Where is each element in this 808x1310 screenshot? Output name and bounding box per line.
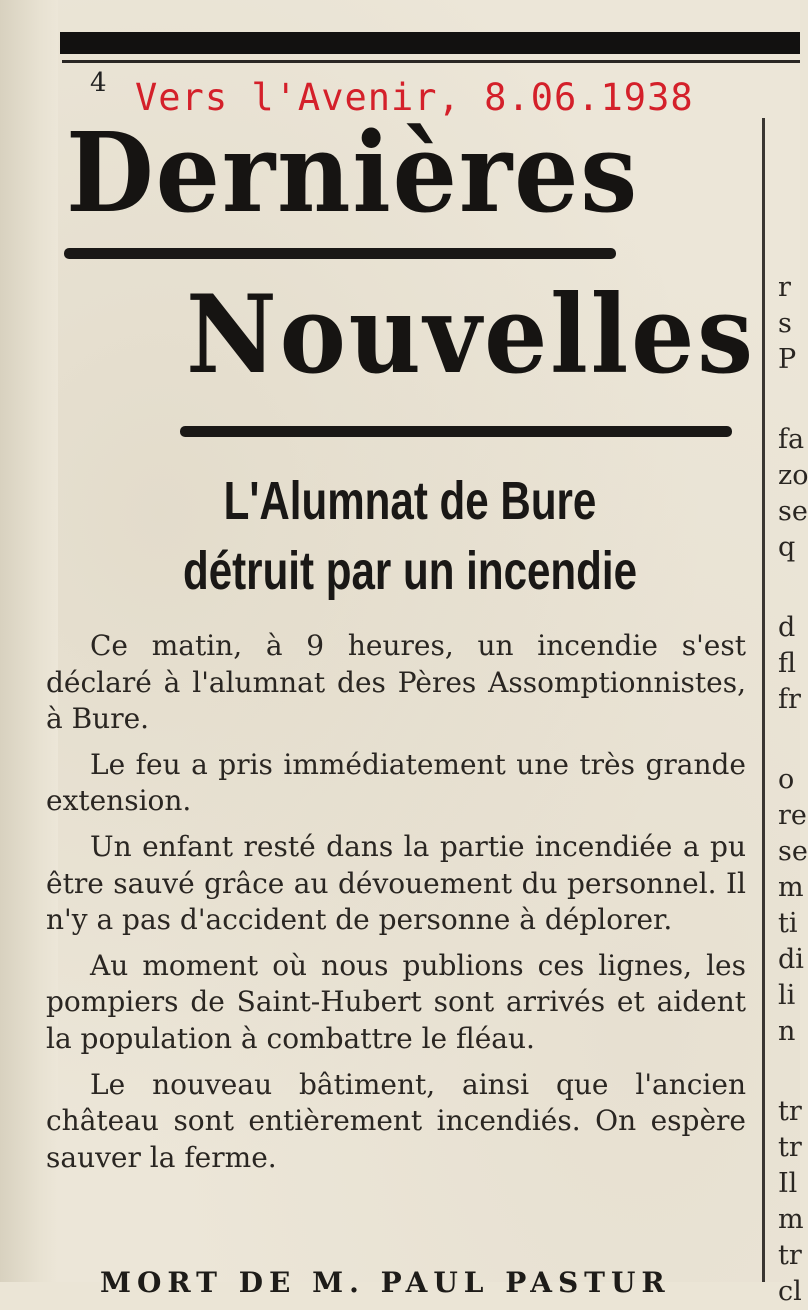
article-title-line-1: L'Alumnat de Bure (223, 471, 597, 531)
fragment-gap (778, 378, 800, 422)
column-fragment-text: tr (778, 1132, 802, 1163)
column-fragment-text: zo (778, 460, 808, 491)
headline-line-1: Dernières (66, 108, 640, 237)
column-fragment-text: m (778, 872, 804, 903)
article-paragraph: Un enfant resté dans la partie incendiée a pu être sauvé grâce au dévouement du personnel. Il n'y a pas d'accident de personne à déplorer. (46, 829, 746, 937)
fragment-gap (778, 566, 800, 610)
column-fragment-text: n (778, 1016, 796, 1047)
column-fragment-text: tr (778, 1096, 802, 1127)
column-fragment-text: li (778, 980, 796, 1011)
fragment-gap (778, 1050, 800, 1094)
headline-line-2: Nouvelles (186, 272, 756, 398)
page-number: 4 (90, 68, 107, 98)
column-fragment-text: se (778, 496, 808, 527)
article-paragraph: Le feu a pris immédiatement une très grande extension. (46, 747, 746, 818)
column-fragment-text: fr (778, 684, 801, 715)
adjacent-column-fragments (778, 270, 808, 1310)
headline-rule-1 (64, 248, 616, 259)
headline-rule-2 (180, 426, 732, 437)
column-fragment-text: re (778, 800, 807, 831)
article-paragraph: Le nouveau bâtiment, ainsi que l'ancien château sont entièrement incendiés. On espère sauver la ferme. (46, 1067, 746, 1174)
column-fragment-text: cl (778, 1276, 802, 1307)
fragment-gap (778, 718, 800, 762)
top-border-rule (60, 32, 800, 54)
column-fragment-text: fa (778, 424, 805, 455)
column-fragment-text: q (778, 532, 796, 563)
column-fragment-text: se (778, 836, 808, 867)
column-fragment-text: fl (778, 648, 797, 679)
column-fragment-text: s (778, 308, 792, 339)
article-paragraph: Ce matin, à 9 heures, un incendie s'est déclaré à l'alumnat des Pères Assomptionnistes, à Bure. (46, 629, 746, 736)
column-fragment-text: m (778, 1204, 804, 1235)
archive-stamp: Vers l'Avenir, 8.06.1938 (135, 76, 694, 119)
column-fragment-text: di (778, 944, 804, 975)
column-fragment-text: P (778, 344, 797, 375)
top-border-thin-rule (62, 60, 800, 63)
article-paragraph: Au moment où nous publions ces lignes, les pompiers de Saint-Hubert sont arrivés et aident la population à combattre le fléau. (46, 948, 746, 1055)
column-fragment-text: tr (778, 1240, 802, 1271)
column-fragment-text: r (778, 272, 791, 303)
column-fragment-text: o (778, 764, 795, 795)
column-divider (762, 118, 765, 1282)
column-fragment-text: d (778, 612, 796, 643)
next-article-heading: MORT DE M. PAUL PASTUR (100, 1266, 671, 1299)
column-fragment-text: ti (778, 908, 798, 939)
article-body (46, 628, 746, 1185)
column-fragment-text: Il (778, 1168, 798, 1199)
article-title-line-2: détruit par un incendie (182, 541, 638, 601)
